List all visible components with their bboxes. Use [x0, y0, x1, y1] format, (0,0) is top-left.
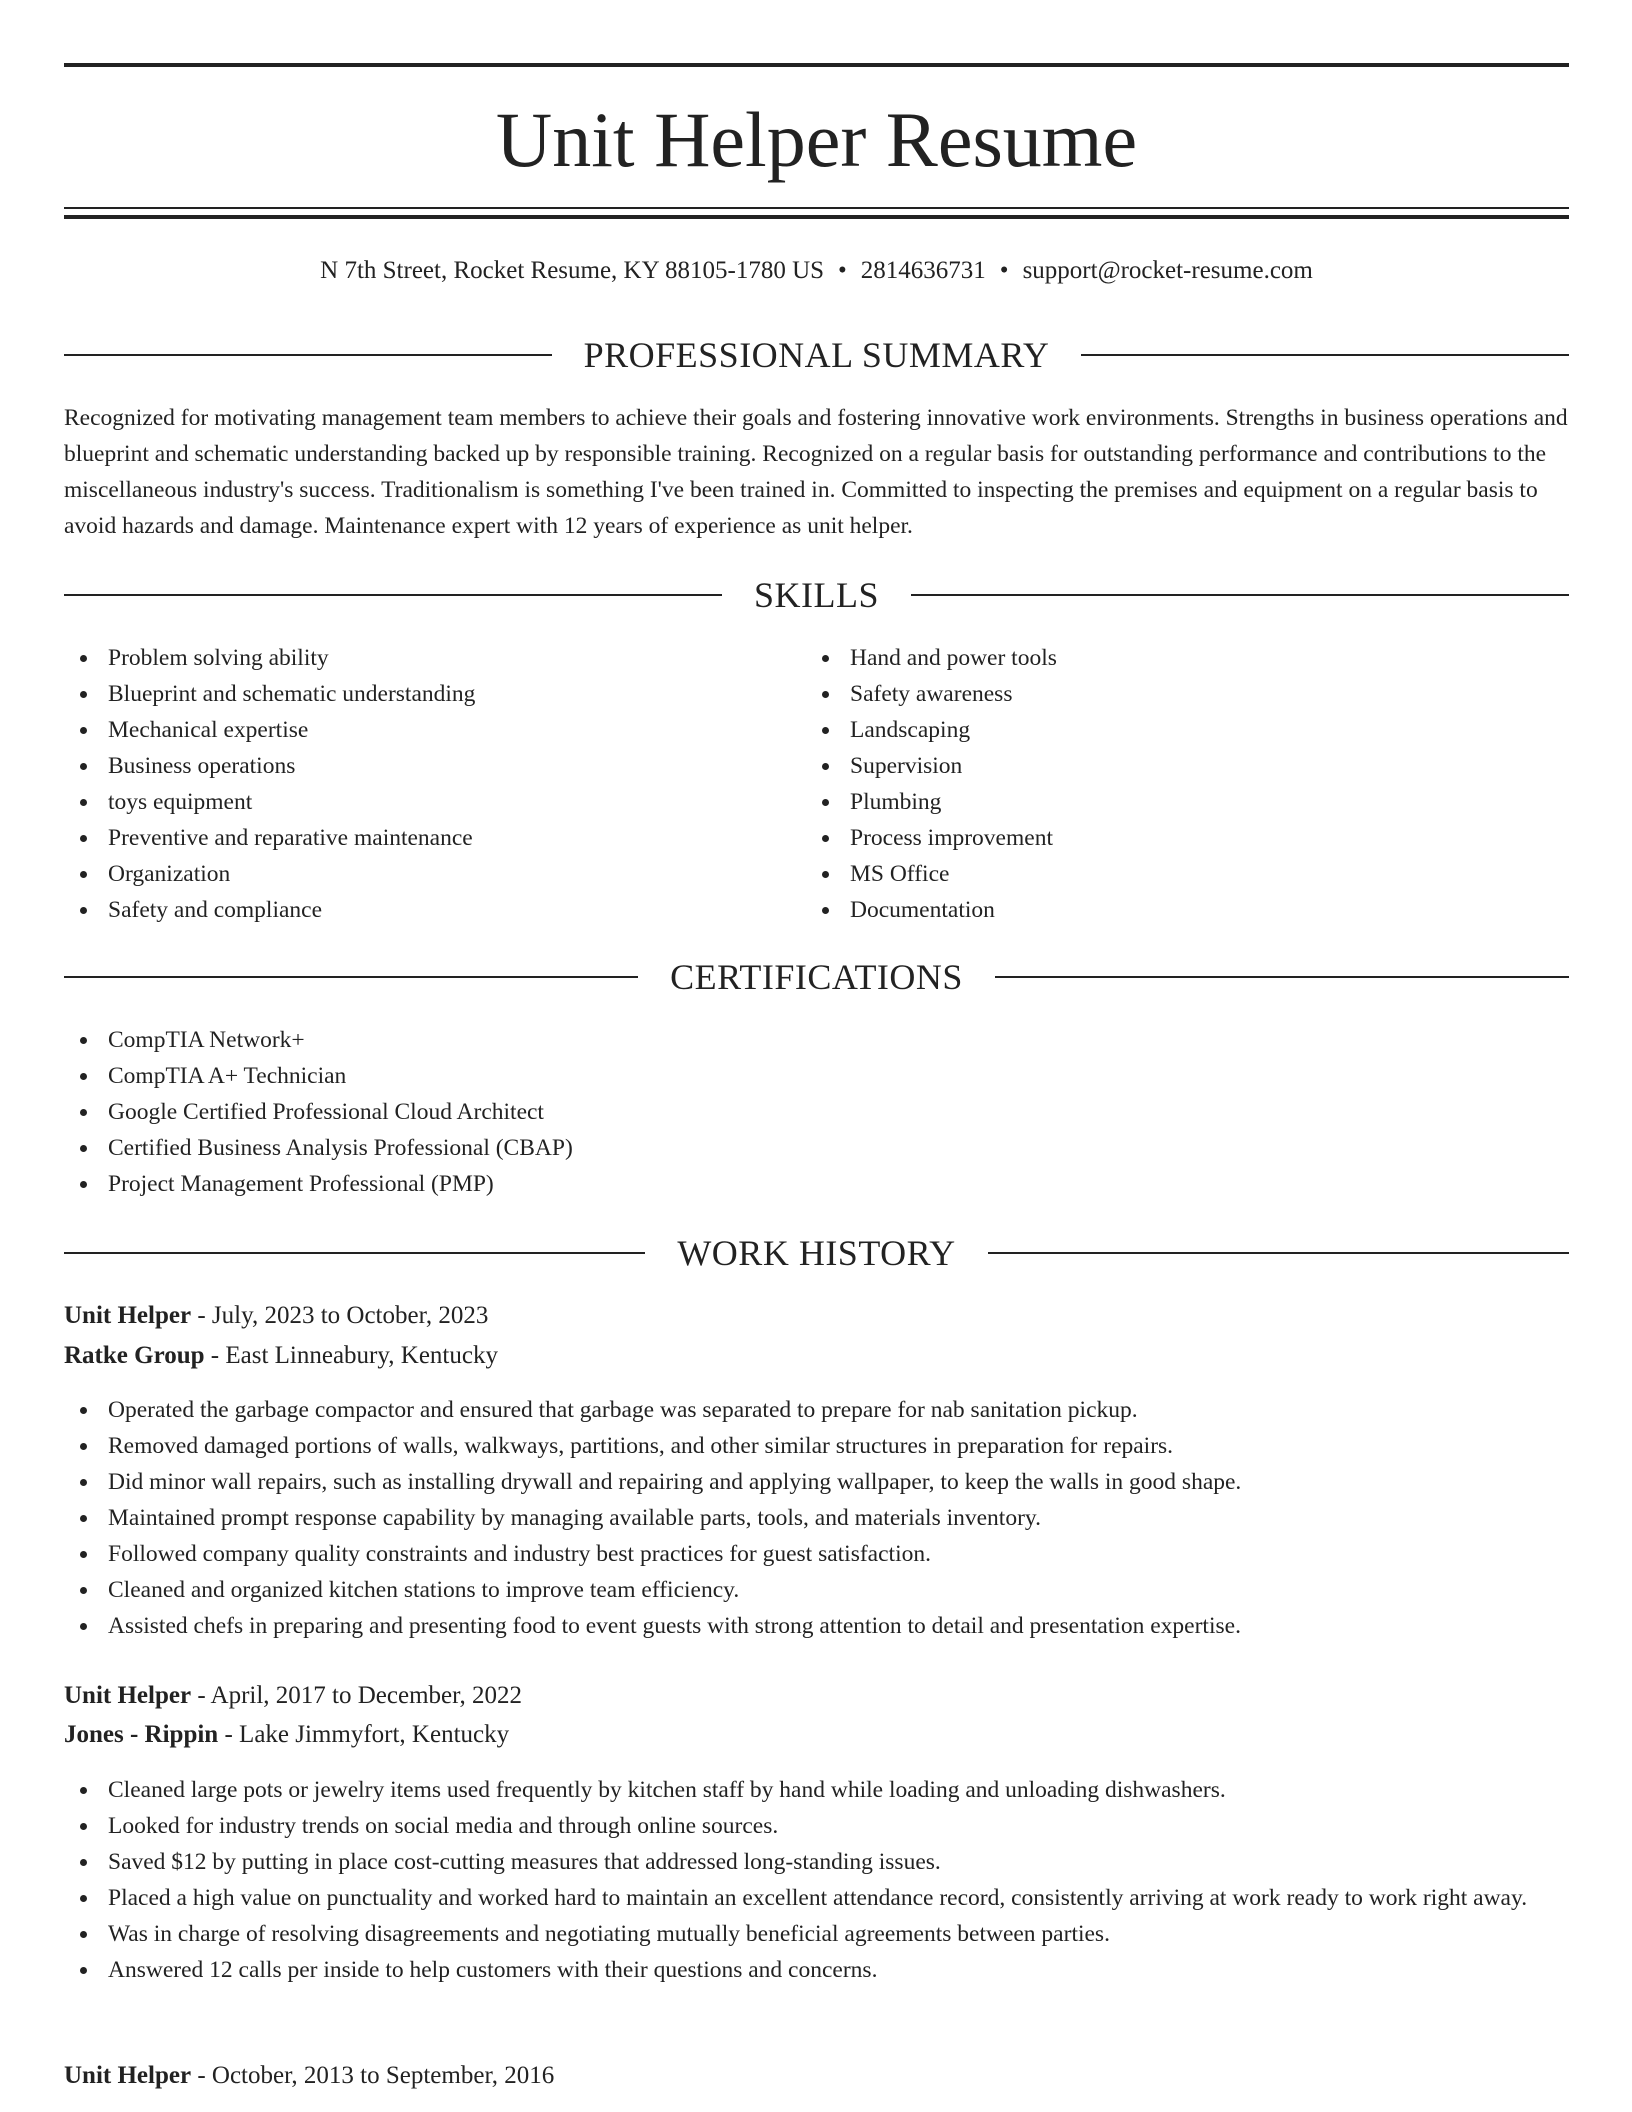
- contact-separator: •: [838, 257, 847, 284]
- job-title: Unit Helper: [64, 2062, 192, 2089]
- skills-heading-text: SKILLS: [754, 575, 880, 615]
- job-duty-item: Answered 12 calls per inside to help customers with their questions and concerns.: [64, 1952, 1569, 1988]
- skill-item: Blueprint and schematic understanding: [64, 676, 804, 712]
- certification-item: Certified Business Analysis Professional (CBAP): [64, 1130, 1569, 1166]
- skill-item: MS Office: [806, 856, 1546, 892]
- skill-item: toys equipment: [64, 784, 804, 820]
- skill-item: Organization: [64, 856, 804, 892]
- certification-item: CompTIA Network+: [64, 1022, 1569, 1058]
- job-duty-item: Operated the garbage compactor and ensured that garbage was separated to prepare for nab sanitation pickup.: [64, 1392, 1569, 1428]
- job-duty-item: Placed a high value on punctuality and worked hard to maintain an excellent attendance record, consistently arriving at work ready to work right away.: [64, 1880, 1569, 1916]
- summary-text: Recognized for motivating management team members to achieve their goals and fostering innovative work environments. Strengths in business operations and blueprint and schematic understanding backed up by responsible training. Recognized on a regular basis for outstanding performance and contributions to the miscellaneous industry's success. Traditionalism is something I've been trained in. Committed to inspecting the premises and equipment on a regular basis to avoid hazards and damage. Maintenance expert with 12 years of experience as unit helper.: [64, 405, 1568, 539]
- top-rule: [64, 63, 1569, 67]
- job-title-line: [64, 1678, 522, 1714]
- job-company: Ratke Group: [64, 1342, 205, 1369]
- contact-email: support@rocket-resume.com: [1022, 257, 1313, 284]
- work-history-heading: [64, 1231, 1569, 1275]
- certifications-heading: [64, 955, 1569, 999]
- heading-rule: [911, 594, 1569, 596]
- job-duty-item: Was in charge of resolving disagreements and negotiating mutually beneficial agreements between parties.: [64, 1916, 1569, 1952]
- title-rule-thin: [64, 207, 1569, 209]
- job-duty-item: Looked for industry trends on social media and through online sources.: [64, 1808, 1569, 1844]
- job-dates: - October, 2013 to September, 2016: [191, 2062, 555, 2089]
- job-company: Jones - Rippin: [64, 1721, 219, 1748]
- summary-heading: [64, 333, 1569, 377]
- job-duty-item: Saved $12 by putting in place cost-cutting measures that addressed long-standing issues.: [64, 1844, 1569, 1880]
- skill-item: Business operations: [64, 748, 804, 784]
- job-company-line: [64, 1338, 498, 1374]
- certifications-heading-text: CERTIFICATIONS: [670, 957, 963, 997]
- heading-rule: [988, 1252, 1569, 1254]
- summary-heading-text: PROFESSIONAL SUMMARY: [583, 335, 1050, 375]
- skill-item: Plumbing: [806, 784, 1546, 820]
- skill-item: Safety and compliance: [64, 892, 804, 928]
- job-duty-item: Assisted chefs in preparing and presenting food to event guests with strong attention to detail and presentation expertise.: [64, 1608, 1569, 1644]
- contact-line: [64, 253, 1569, 289]
- job-title: Unit Helper: [64, 1302, 192, 1329]
- certifications-list: [64, 1022, 1569, 1202]
- contact-phone: 2814636731: [860, 257, 986, 284]
- job-duties-list: [64, 1772, 1569, 1988]
- contact-separator: •: [999, 257, 1009, 284]
- job-title-line: [64, 2058, 554, 2094]
- job-duty-item: Removed damaged portions of walls, walkways, partitions, and other similar structures in preparation for repairs.: [64, 1428, 1569, 1464]
- certification-item: Project Management Professional (PMP): [64, 1166, 1569, 1202]
- job-dates: - April, 2017 to December, 2022: [191, 1682, 522, 1709]
- job-duty-item: Maintained prompt response capability by managing available parts, tools, and materials inventory.: [64, 1500, 1569, 1536]
- skill-item: Mechanical expertise: [64, 712, 804, 748]
- resume-title: Unit Helper Resume: [495, 96, 1138, 183]
- certification-item: CompTIA A+ Technician: [64, 1058, 1569, 1094]
- heading-rule: [64, 976, 638, 978]
- contact-address: N 7th Street, Rocket Resume, KY 88105-1780 US: [320, 257, 825, 284]
- skill-item: Hand and power tools: [806, 640, 1546, 676]
- job-title: Unit Helper: [64, 1682, 192, 1709]
- skill-item: Safety awareness: [806, 676, 1546, 712]
- skills-list-left: [64, 640, 804, 928]
- skill-item: Landscaping: [806, 712, 1546, 748]
- job-dates: - July, 2023 to October, 2023: [191, 1302, 489, 1329]
- title-rule-thick: [64, 215, 1569, 219]
- job-location: - Lake Jimmyfort, Kentucky: [218, 1721, 510, 1748]
- job-duties-list: [64, 1392, 1569, 1644]
- skill-item: Documentation: [806, 892, 1546, 928]
- job-company-line: [64, 1717, 509, 1753]
- skill-item: Process improvement: [806, 820, 1546, 856]
- skill-item: Preventive and reparative maintenance: [64, 820, 804, 856]
- certification-item: Google Certified Professional Cloud Architect: [64, 1094, 1569, 1130]
- job-location: - East Linneabury, Kentucky: [204, 1342, 498, 1369]
- heading-rule: [995, 976, 1569, 978]
- job-duty-item: Did minor wall repairs, such as installing drywall and repairing and applying wallpaper, to keep the walls in good shape.: [64, 1464, 1569, 1500]
- heading-rule: [1081, 354, 1569, 356]
- skill-item: Problem solving ability: [64, 640, 804, 676]
- job-duty-item: Followed company quality constraints and industry best practices for guest satisfaction.: [64, 1536, 1569, 1572]
- work-history-heading-text: WORK HISTORY: [677, 1233, 956, 1273]
- skill-item: Supervision: [806, 748, 1546, 784]
- job-duty-item: Cleaned and organized kitchen stations to improve team efficiency.: [64, 1572, 1569, 1608]
- heading-rule: [64, 594, 722, 596]
- heading-rule: [64, 1252, 645, 1254]
- job-title-line: [64, 1298, 488, 1334]
- heading-rule: [64, 354, 552, 356]
- skills-list-right: [806, 640, 1546, 928]
- job-duty-item: Cleaned large pots or jewelry items used frequently by kitchen staff by hand while loading and unloading dishwashers.: [64, 1772, 1569, 1808]
- skills-heading: [64, 573, 1569, 617]
